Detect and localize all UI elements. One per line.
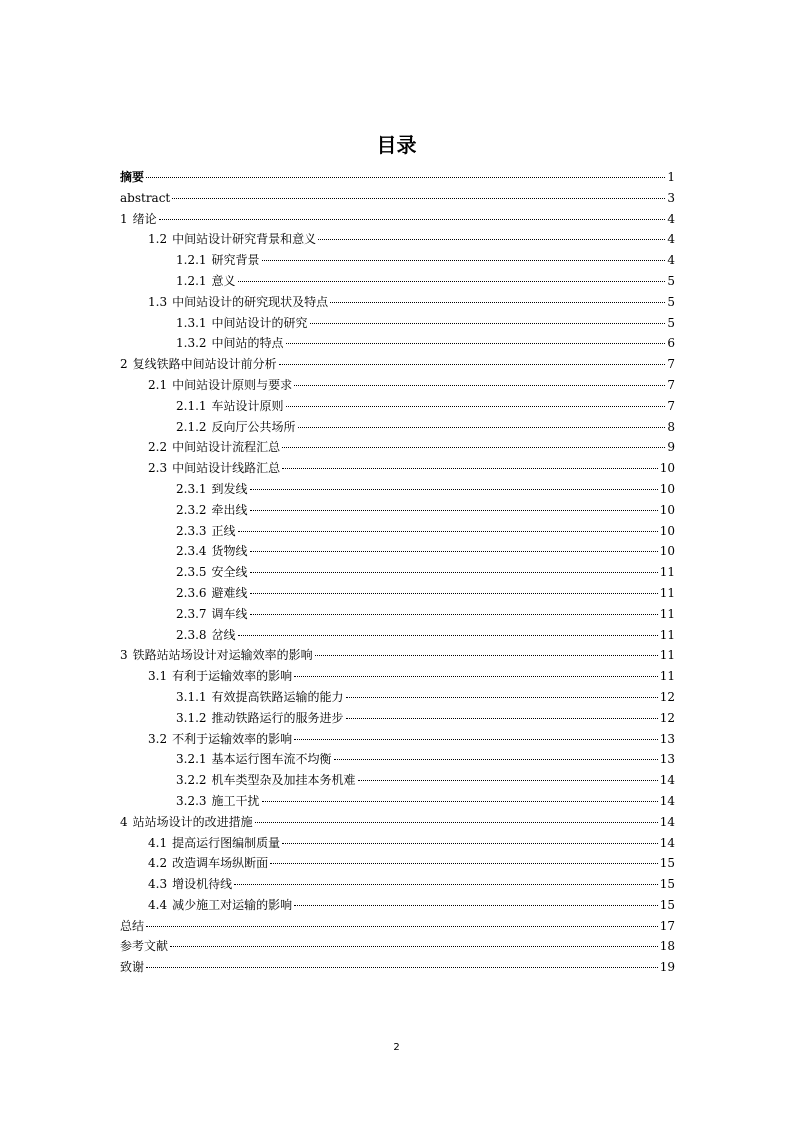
toc-entry[interactable] bbox=[120, 354, 675, 375]
toc-entry-number: 1.3 bbox=[148, 294, 168, 309]
toc-entry-text: 中间站设计线路汇总 bbox=[172, 461, 281, 476]
toc-entry-label bbox=[176, 479, 248, 500]
toc-entry-text: 机车类型杂及加挂本务机难 bbox=[211, 773, 356, 788]
toc-entry[interactable] bbox=[120, 271, 675, 292]
toc-entry-number: 3.2.1 bbox=[176, 752, 207, 767]
dot-leader bbox=[286, 343, 666, 344]
toc-entry-text: 增设机待线 bbox=[172, 877, 233, 892]
toc-entry-text: 牵出线 bbox=[211, 502, 248, 517]
toc-entry-number: 1.2.1 bbox=[176, 273, 207, 288]
toc-entry-page: 14 bbox=[659, 793, 675, 808]
toc-entry-text: 正线 bbox=[211, 523, 236, 538]
toc-entry-label bbox=[176, 500, 248, 521]
toc-entry-label bbox=[176, 521, 236, 542]
toc-entry-label bbox=[120, 812, 253, 833]
dot-leader bbox=[282, 843, 658, 844]
toc-entry-number: 2.2 bbox=[148, 440, 168, 455]
dot-leader bbox=[294, 905, 658, 906]
toc-entry-page: 11 bbox=[659, 565, 675, 580]
toc-entry-label bbox=[148, 229, 316, 250]
toc-entry-label bbox=[176, 333, 284, 354]
dot-leader bbox=[294, 385, 665, 386]
toc-entry-number: 2.1.1 bbox=[176, 398, 207, 413]
toc-entry[interactable] bbox=[120, 666, 675, 687]
toc-entry-text: 有利于运输效率的影响 bbox=[172, 669, 293, 684]
toc-entry-page: 15 bbox=[659, 856, 675, 871]
toc-entry-number: 3.2 bbox=[148, 731, 168, 746]
toc-entry-text: 中间站设计原则与要求 bbox=[172, 377, 293, 392]
dot-leader bbox=[282, 447, 665, 448]
toc-entry-number: 2.3.4 bbox=[176, 544, 207, 559]
toc-entry-page: 7 bbox=[667, 377, 675, 392]
dot-leader bbox=[315, 655, 658, 656]
toc-entry[interactable] bbox=[120, 604, 675, 625]
toc-entry-text: 调车线 bbox=[211, 606, 248, 621]
dot-leader bbox=[298, 427, 666, 428]
toc-entry-label bbox=[176, 749, 332, 770]
toc-entry-page: 11 bbox=[659, 627, 675, 642]
toc-entry[interactable] bbox=[120, 791, 675, 812]
toc-entry-number: 2.1.2 bbox=[176, 419, 207, 434]
dot-leader bbox=[238, 531, 658, 532]
toc-entry-number: 2.3.1 bbox=[176, 481, 207, 496]
toc-entry[interactable] bbox=[120, 229, 675, 250]
dot-leader bbox=[346, 718, 658, 719]
toc-entry-text: 避难线 bbox=[211, 585, 248, 600]
toc-entry[interactable] bbox=[120, 749, 675, 770]
dot-leader bbox=[294, 676, 658, 677]
toc-entry-page: 15 bbox=[659, 897, 675, 912]
toc-entry-text: 研究背景 bbox=[211, 253, 260, 268]
toc-entry-number: 2.3.7 bbox=[176, 606, 207, 621]
toc-entry-number: 1.3.2 bbox=[176, 336, 207, 351]
toc-entry-label bbox=[148, 833, 280, 854]
table-of-contents bbox=[120, 167, 675, 978]
toc-entry-text: 减少施工对运输的影响 bbox=[172, 897, 293, 912]
toc-entry-text: 意义 bbox=[211, 273, 236, 288]
toc-entry-label bbox=[148, 375, 292, 396]
dot-leader bbox=[250, 593, 658, 594]
toc-entry-number: 3.2.2 bbox=[176, 773, 207, 788]
toc-entry-text: 到发线 bbox=[211, 481, 248, 496]
toc-entry-page: 4 bbox=[667, 211, 675, 226]
toc-entry-page: 5 bbox=[667, 273, 675, 288]
dot-leader bbox=[286, 406, 666, 407]
toc-entry-text: 改造调车场纵断面 bbox=[172, 856, 269, 871]
toc-entry-page: 11 bbox=[659, 669, 675, 684]
toc-entry-label bbox=[176, 583, 248, 604]
toc-entry-number: 3.1.2 bbox=[176, 710, 207, 725]
toc-entry-label bbox=[176, 417, 296, 438]
dot-leader bbox=[146, 177, 665, 178]
toc-entry-number: 4.2 bbox=[148, 856, 168, 871]
toc-entry-page: 5 bbox=[667, 294, 675, 309]
toc-entry[interactable] bbox=[120, 375, 675, 396]
toc-entry-label bbox=[148, 437, 280, 458]
toc-entry[interactable] bbox=[120, 729, 675, 750]
toc-entry[interactable] bbox=[120, 521, 675, 542]
toc-entry-text: 总结 bbox=[120, 918, 145, 933]
toc-entry-page: 7 bbox=[667, 398, 675, 413]
toc-entry-number: 4.4 bbox=[148, 897, 168, 912]
toc-entry[interactable] bbox=[120, 292, 675, 313]
toc-entry-label bbox=[148, 874, 232, 895]
toc-entry[interactable] bbox=[120, 562, 675, 583]
toc-entry[interactable] bbox=[120, 833, 675, 854]
toc-entry[interactable] bbox=[120, 437, 675, 458]
toc-entry[interactable] bbox=[120, 167, 675, 188]
dot-leader bbox=[250, 551, 658, 552]
toc-entry-number: 2.3.6 bbox=[176, 585, 207, 600]
dot-leader bbox=[282, 468, 658, 469]
toc-entry-page: 13 bbox=[659, 731, 675, 746]
toc-entry-number: 1 bbox=[120, 211, 128, 226]
toc-entry-page: 10 bbox=[659, 523, 675, 538]
dot-leader bbox=[250, 614, 658, 615]
toc-entry-label bbox=[176, 625, 236, 646]
toc-entry-text: 铁路站站场设计对运输效率的影响 bbox=[132, 648, 313, 663]
toc-entry-text: 车站设计原则 bbox=[211, 398, 284, 413]
toc-entry-page: 8 bbox=[667, 419, 675, 434]
toc-entry-label bbox=[176, 687, 344, 708]
toc-entry-number: 4.3 bbox=[148, 877, 168, 892]
toc-entry-number: 3.1.1 bbox=[176, 689, 207, 704]
toc-entry-page: 10 bbox=[659, 481, 675, 496]
toc-entry-label bbox=[148, 458, 280, 479]
dot-leader bbox=[146, 926, 658, 927]
toc-entry[interactable] bbox=[120, 333, 675, 354]
toc-entry-text: 安全线 bbox=[211, 565, 248, 580]
toc-entry-page: 12 bbox=[659, 710, 675, 725]
toc-entry-number: 1.2.1 bbox=[176, 253, 207, 268]
dot-leader bbox=[238, 635, 658, 636]
toc-entry[interactable] bbox=[120, 645, 675, 666]
toc-entry[interactable] bbox=[120, 458, 675, 479]
toc-entry-label bbox=[176, 396, 284, 417]
toc-entry[interactable] bbox=[120, 874, 675, 895]
toc-entry[interactable] bbox=[120, 188, 675, 209]
toc-entry-label bbox=[148, 853, 268, 874]
dot-leader bbox=[279, 364, 666, 365]
toc-entry[interactable] bbox=[120, 957, 675, 978]
toc-entry-page: 3 bbox=[667, 190, 675, 205]
dot-leader bbox=[234, 884, 658, 885]
toc-entry-page: 10 bbox=[659, 544, 675, 559]
toc-entry-page: 10 bbox=[659, 461, 675, 476]
toc-entry-text: 中间站设计流程汇总 bbox=[172, 440, 281, 455]
toc-entry-text: 基本运行图车流不均衡 bbox=[211, 752, 332, 767]
toc-entry[interactable] bbox=[120, 895, 675, 916]
dot-leader bbox=[334, 759, 658, 760]
toc-entry-page: 14 bbox=[659, 835, 675, 850]
toc-entry-number: 2.3 bbox=[148, 461, 168, 476]
toc-entry-page: 18 bbox=[659, 939, 675, 954]
toc-entry[interactable] bbox=[120, 708, 675, 729]
toc-entry[interactable] bbox=[120, 625, 675, 646]
toc-entry-text: 岔线 bbox=[211, 627, 236, 642]
toc-entry-page: 11 bbox=[659, 648, 675, 663]
toc-title: 目录 bbox=[376, 133, 417, 157]
toc-entry-text: 提高运行图编制质量 bbox=[172, 835, 281, 850]
toc-entry-page: 11 bbox=[659, 606, 675, 621]
dot-leader bbox=[159, 219, 666, 220]
dot-leader bbox=[262, 260, 666, 261]
toc-entry-number: 3.2.3 bbox=[176, 793, 207, 808]
toc-entry-page: 14 bbox=[659, 773, 675, 788]
toc-entry-label bbox=[120, 936, 168, 957]
toc-entry-page: 6 bbox=[667, 336, 675, 351]
toc-entry[interactable] bbox=[120, 250, 675, 271]
toc-entry-page: 14 bbox=[659, 814, 675, 829]
toc-entry-page: 1 bbox=[667, 170, 675, 184]
toc-entry-page: 11 bbox=[659, 585, 675, 600]
toc-entry-number: 2.3.5 bbox=[176, 565, 207, 580]
toc-entry[interactable] bbox=[120, 541, 675, 562]
toc-entry[interactable] bbox=[120, 479, 675, 500]
toc-entry[interactable] bbox=[120, 500, 675, 521]
toc-entry-number: 2.3.3 bbox=[176, 523, 207, 538]
toc-entry-number: 2.3.8 bbox=[176, 627, 207, 642]
toc-entry-text: 中间站设计研究背景和意义 bbox=[172, 232, 317, 247]
dot-leader bbox=[146, 967, 658, 968]
dot-leader bbox=[346, 697, 658, 698]
toc-entry-page: 4 bbox=[667, 253, 675, 268]
toc-entry[interactable] bbox=[120, 209, 675, 230]
toc-entry[interactable] bbox=[120, 313, 675, 334]
toc-entry-number: 2.3.2 bbox=[176, 502, 207, 517]
toc-entry-number: 2 bbox=[120, 357, 128, 372]
toc-entry-page: 15 bbox=[659, 877, 675, 892]
dot-leader bbox=[330, 302, 665, 303]
toc-entry-text: 复线铁路中间站设计前分析 bbox=[132, 357, 277, 372]
toc-entry-label bbox=[176, 250, 260, 271]
toc-entry-page: 4 bbox=[667, 232, 675, 247]
toc-entry-text: abstract bbox=[120, 190, 171, 205]
toc-entry-label bbox=[148, 729, 292, 750]
toc-entry[interactable] bbox=[120, 396, 675, 417]
toc-entry-label bbox=[176, 541, 248, 562]
dot-leader bbox=[358, 780, 658, 781]
toc-entry[interactable] bbox=[120, 583, 675, 604]
toc-entry-number: 2.1 bbox=[148, 377, 168, 392]
toc-entry-number: 1.3.1 bbox=[176, 315, 207, 330]
toc-entry-text: 中间站设计的研究现状及特点 bbox=[172, 294, 329, 309]
toc-entry-page: 10 bbox=[659, 502, 675, 517]
toc-entry-label bbox=[148, 292, 328, 313]
toc-entry-label bbox=[120, 916, 144, 937]
dot-leader bbox=[270, 863, 658, 864]
toc-entry-page: 19 bbox=[659, 960, 675, 975]
toc-entry-text: 绪论 bbox=[132, 211, 157, 226]
toc-entry-page: 12 bbox=[659, 689, 675, 704]
toc-entry[interactable] bbox=[120, 936, 675, 957]
dot-leader bbox=[250, 489, 658, 490]
toc-entry-number: 3 bbox=[120, 648, 128, 663]
dot-leader bbox=[255, 822, 658, 823]
toc-entry-label bbox=[176, 791, 260, 812]
toc-entry-label bbox=[120, 167, 144, 188]
toc-entry-page: 5 bbox=[667, 315, 675, 330]
toc-entry[interactable] bbox=[120, 770, 675, 791]
dot-leader bbox=[250, 572, 658, 573]
toc-entry-text: 中间站的特点 bbox=[211, 336, 284, 351]
toc-entry-text: 不利于运输效率的影响 bbox=[172, 731, 293, 746]
toc-entry-number: 3.1 bbox=[148, 669, 168, 684]
toc-entry-text: 中间站设计的研究 bbox=[211, 315, 308, 330]
toc-entry-label bbox=[120, 188, 170, 209]
dot-leader bbox=[250, 510, 658, 511]
toc-entry-label bbox=[176, 604, 248, 625]
toc-entry-page: 9 bbox=[667, 440, 675, 455]
toc-entry-page: 7 bbox=[667, 357, 675, 372]
toc-entry-label bbox=[120, 957, 144, 978]
toc-entry-label bbox=[148, 895, 292, 916]
toc-entry-number: 4.1 bbox=[148, 835, 168, 850]
toc-entry-page: 17 bbox=[659, 918, 675, 933]
toc-entry-number: 1.2 bbox=[148, 232, 168, 247]
toc-entry[interactable] bbox=[120, 916, 675, 937]
toc-entry-number: 4 bbox=[120, 814, 128, 829]
toc-entry[interactable] bbox=[120, 417, 675, 438]
toc-entry-label bbox=[176, 271, 236, 292]
toc-entry-label bbox=[176, 708, 344, 729]
toc-entry-text: 致谢 bbox=[120, 960, 145, 975]
toc-entry-text: 有效提高铁路运输的能力 bbox=[211, 689, 344, 704]
toc-entry-text: 施工干扰 bbox=[211, 793, 260, 808]
dot-leader bbox=[238, 281, 666, 282]
toc-entry-text: 摘要 bbox=[120, 170, 145, 184]
toc-entry-text: 货物线 bbox=[211, 544, 248, 559]
page-number: 2 bbox=[393, 1042, 400, 1053]
toc-entry-page: 13 bbox=[659, 752, 675, 767]
toc-entry-label bbox=[120, 645, 313, 666]
dot-leader bbox=[262, 801, 658, 802]
toc-entry-label bbox=[176, 562, 248, 583]
toc-entry-label bbox=[120, 354, 277, 375]
toc-entry-text: 推动铁路运行的服务进步 bbox=[211, 710, 344, 725]
toc-entry-label bbox=[176, 770, 356, 791]
toc-entry-text: 站站场设计的改进措施 bbox=[132, 814, 253, 829]
toc-entry-label bbox=[120, 209, 157, 230]
toc-entry-text: 反向厅公共场所 bbox=[211, 419, 296, 434]
dot-leader bbox=[172, 198, 665, 199]
dot-leader bbox=[170, 946, 658, 947]
dot-leader bbox=[294, 739, 658, 740]
dot-leader bbox=[318, 239, 665, 240]
toc-entry[interactable] bbox=[120, 853, 675, 874]
toc-entry-label bbox=[176, 313, 308, 334]
toc-entry[interactable] bbox=[120, 812, 675, 833]
toc-entry-label bbox=[148, 666, 292, 687]
toc-entry-text: 参考文献 bbox=[120, 939, 169, 954]
dot-leader bbox=[310, 323, 666, 324]
toc-entry[interactable] bbox=[120, 687, 675, 708]
